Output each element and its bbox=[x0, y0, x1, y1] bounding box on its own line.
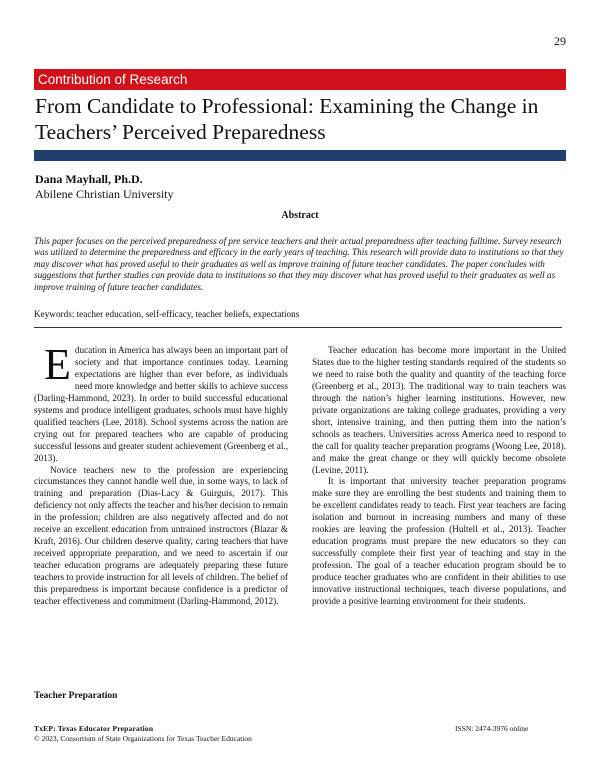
title-line-1: From Candidate to Professional: Examining the Change in bbox=[35, 94, 539, 118]
section-heading: Teacher Preparation bbox=[34, 691, 118, 701]
section-banner: Contribution of Research bbox=[34, 69, 566, 90]
left-column bbox=[34, 340, 288, 608]
right-column bbox=[312, 345, 566, 608]
body-paragraph: Novice teachers new to the profession are experiencing circumstances they cannot handle well due, in some ways, to lack of training and preparation (Dias-Lacy & Guirguis, 2017). This deficiency not only affects the teacher and his/her decision to remain in the profession; children are also negatively affected and do not receive an excellent education from untrained instructors (Blazar & Kraft, 2016). Our children deserve quality, caring teachers that have received appropriate preparation, and we need to ascertain if our teacher education programs are adequately preparing these future teachers to provide instruction for all levels of children. The belief of this preparedness is important because confidence is a predictor of teacher effectiveness and commitment (Darling-Hammond, 2012). bbox=[34, 464, 288, 607]
footer-citation bbox=[34, 724, 252, 744]
copyright: © 2023, Consortium of State Organizations for Texas Teacher Education bbox=[34, 734, 252, 743]
title-divider bbox=[34, 150, 566, 161]
author-name: Dana Mayhall, Ph.D. bbox=[35, 172, 143, 186]
body-paragraph: It is important that university teacher preparation programs make sure they are enrolling the best students and training them to be excellent candidates ready to teach. First year teachers are facing isolation and burnout in increasing numbers and many of these rookies are leaving the profession (Hultell et al., 2013). Teacher education programs must prepare the new educators so they can successfully complete their first year of teaching and stay in the profession. The goal of a teacher education program should be to produce teacher graduates who are confident in their abilities to use innovative instructional techniques, teach diverse populations, and provide a positive learning environment for their students. bbox=[312, 476, 566, 607]
abstract-heading: Abstract bbox=[281, 210, 319, 221]
drop-cap: E bbox=[44, 340, 71, 389]
author-affiliation: Abilene Christian University bbox=[35, 187, 174, 201]
journal-name: TxEP: Texas Educator Preparation bbox=[34, 724, 154, 733]
intro-paragraph bbox=[34, 340, 288, 465]
title-line-2: Teachers’ Perceived Preparedness bbox=[35, 120, 326, 144]
intro-paragraph-text: ducation in America has always been an important part of society and that importance continues today. Learning expectations are higher than ever before, as individuals need more knowledge and better skills to achieve success (Darling-Hammond, 2023). In order to build successful educational systems and produce intelligent graduates, schools must have highly qualified teachers (Lee, 2018). School systems across the nation are crying out for prepared teachers who are capable of producing successful lessons and greater student achievement (Greenberg et al., 2013). bbox=[34, 345, 288, 463]
body-paragraph: Teacher education has become more important in the United States due to the higher testing standards required of the students so we need to raise both the quality and quantity of the teaching force (Greenberg et al., 2013). The traditional way to train teachers was through the nation’s higher learning institutions. However, new private organizations are taking college graduates, providing a very short, intensive training, and then putting them into the nation’s schools as teachers. Universities across America need to respond to the call for quality teacher preparation programs (Woong Lee, 2018). and make the great change or they will quickly become obsolete (Levine, 2011). bbox=[312, 345, 566, 475]
author-block bbox=[35, 172, 174, 202]
keywords: Keywords: teacher education, self-efficacy, teacher beliefs, expectations bbox=[34, 309, 300, 319]
issn: ISSN: 2474-3976 online bbox=[455, 724, 529, 733]
page-number: 29 bbox=[554, 34, 566, 48]
keywords-divider bbox=[34, 327, 562, 328]
abstract-body: This paper focuses on the perceived preparedness of pre service teachers and their actual preparedness after teaching fulltime. Survey research was utilized to determine the preparedness and efficacy in the early years of teaching. This research will provide data to institutions so that they may discover what has proved useful to their graduates as well as improve training of future teacher candidates. The paper concludes with suggestions that further studies can provide data to institutions so that they may discover what has proved useful to their graduates as well as improve training of future teacher candidates. bbox=[34, 236, 564, 292]
article-title bbox=[35, 93, 575, 145]
